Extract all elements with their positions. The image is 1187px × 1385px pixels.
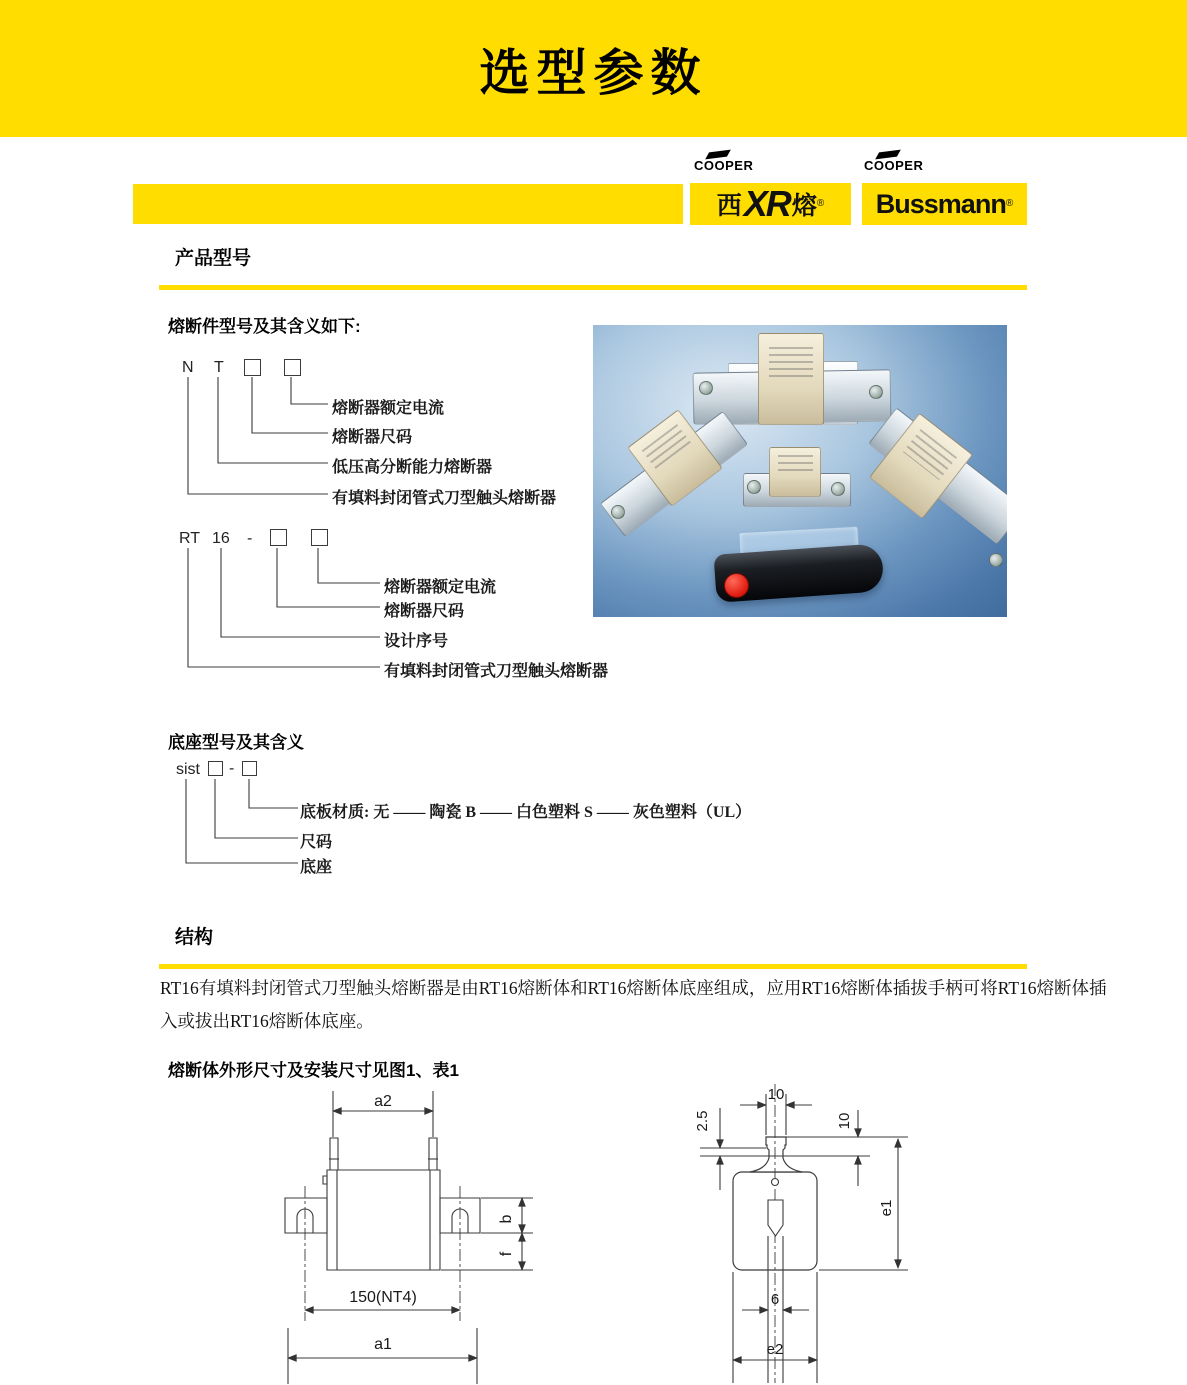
- xirong-suffix: 熔: [791, 192, 817, 220]
- dim-label-f: f: [498, 1251, 515, 1257]
- section-heading-product-model: 产品型号: [175, 248, 252, 269]
- figure-note: 熔断体外形尺寸及安装尺寸见图1、表1: [168, 1061, 459, 1080]
- dim-label-b: b: [498, 1214, 515, 1224]
- rt-label: 设计序号: [384, 633, 449, 650]
- sist-dash: -: [229, 760, 235, 777]
- bussmann-text: Bussmann: [875, 188, 1006, 219]
- page-title: 选型参数: [479, 44, 708, 101]
- dim-label-10-right: 10: [836, 1112, 853, 1130]
- dim-label-2-5: 2.5: [694, 1110, 711, 1132]
- xirong-prefix: 西: [716, 192, 742, 220]
- nt-label: 低压高分断能力熔断器: [332, 459, 493, 476]
- fuse-small-body: [769, 447, 821, 497]
- rt-placeholder-box-2: [311, 529, 328, 546]
- cooper-text: COOPER: [864, 158, 924, 173]
- fuse-large-body: [758, 333, 824, 425]
- nt-placeholder-box-2: [284, 359, 301, 376]
- section-heading-structure: 结构: [175, 927, 214, 948]
- product-photo: [593, 325, 1007, 617]
- nt-label: 熔断器尺码: [332, 429, 413, 446]
- handle-red-button: [724, 573, 749, 598]
- dim-label-a1: a1: [374, 1336, 392, 1353]
- cooper-text: COOPER: [694, 158, 754, 173]
- base-model-heading: 底座型号及其含义: [168, 733, 304, 752]
- dim-label-150nt4: 150(NT4): [349, 1289, 417, 1306]
- registered-symbol: ®: [1005, 198, 1014, 209]
- xirong-logo: [690, 183, 851, 225]
- structure-paragraph: RT16有填料封闭管式刀型触头熔断器是由RT16熔断体和RT16熔断体底座组成，应用RT16熔断体插拔手柄可将RT16熔断体插入或拔出RT16熔断体底座。: [160, 978, 1107, 1031]
- nt-label: 有填料封闭管式刀型触头熔断器: [332, 490, 557, 507]
- sist-label: 底座: [300, 859, 333, 876]
- screw: [869, 385, 883, 399]
- fuse-label: [642, 424, 692, 471]
- sist-label: 尺码: [300, 834, 333, 851]
- dim-label-a2: a2: [374, 1093, 392, 1110]
- screw: [747, 480, 761, 494]
- screw: [699, 381, 713, 395]
- dim-label-6: 6: [770, 1291, 780, 1308]
- sist-placeholder-box-1: [208, 761, 223, 776]
- nt-letter-n: N: [182, 359, 194, 376]
- rt-placeholder-box-1: [270, 529, 287, 546]
- rt-series: 16: [212, 530, 230, 547]
- yellow-rule: [159, 964, 1027, 969]
- nt-letter-t: T: [214, 359, 224, 376]
- bussmann-logo: [862, 183, 1027, 225]
- fuse-label: [778, 455, 813, 472]
- nt-placeholder-box-1: [244, 359, 261, 376]
- dim-label-e1: e1: [878, 1199, 895, 1217]
- fuse-label: [903, 429, 957, 480]
- yellow-rule: [159, 285, 1027, 290]
- dim-label-10-top: 10: [767, 1086, 785, 1103]
- sist-placeholder-box-2: [242, 761, 257, 776]
- screw: [611, 505, 625, 519]
- cooper-wordmark-left: [694, 158, 753, 180]
- dim-label-e2: e2: [766, 1341, 784, 1358]
- cooper-wordmark-right: [864, 158, 923, 180]
- xirong-mark: XR: [743, 183, 790, 224]
- rt-dash: -: [247, 530, 253, 547]
- brand-strip: [133, 184, 683, 224]
- fuse-label: [769, 347, 814, 379]
- screw: [831, 482, 845, 496]
- rt-label: 熔断器尺码: [384, 603, 465, 620]
- rt-label: 有填料封闭管式刀型触头熔断器: [384, 663, 609, 680]
- figure1-front-view: [255, 1078, 555, 1385]
- fuse-model-intro: 熔断件型号及其含义如下:: [168, 317, 361, 336]
- figure1-side-view: [680, 1078, 920, 1385]
- title-banner: [0, 0, 1187, 137]
- screw: [989, 553, 1003, 567]
- sist-diagram-connectors: [182, 779, 312, 871]
- rt-label: 熔断器额定电流: [384, 579, 497, 596]
- sist-prefix: sist: [176, 761, 200, 778]
- rt-prefix: RT: [179, 530, 201, 547]
- registered-symbol: ®: [816, 198, 825, 209]
- sist-label: 底板材质: 无 —— 陶瓷 B —— 白色塑料 S —— 灰色塑料（UL）: [300, 804, 752, 821]
- nt-label: 熔断器额定电流: [332, 400, 445, 417]
